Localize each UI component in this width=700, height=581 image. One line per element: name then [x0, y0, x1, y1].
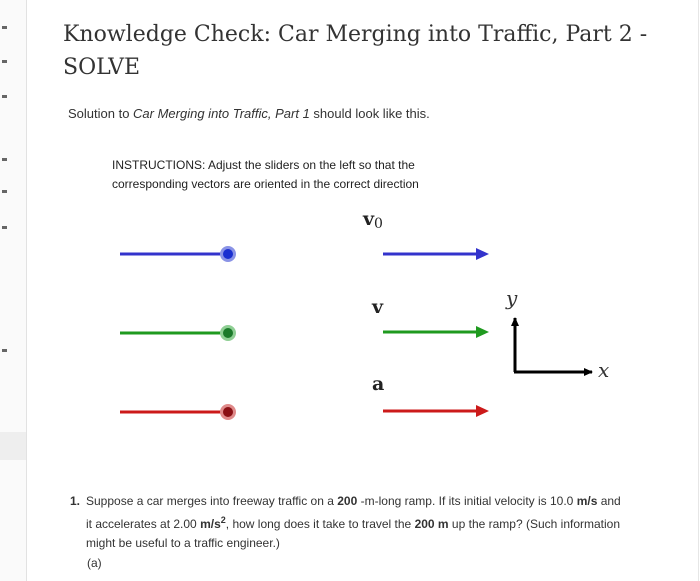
intro-text	[68, 106, 430, 121]
vector-applet-canvas	[100, 200, 660, 440]
rail-marker	[2, 349, 7, 352]
y-axis-label: y	[506, 286, 518, 310]
vector-label-a: a	[372, 373, 385, 395]
left-rail	[0, 0, 27, 581]
rail-marker	[2, 226, 7, 229]
vector-applet	[100, 200, 660, 440]
applet-instructions: INSTRUCTIONS: Adjust the sliders on the left so that the corresponding vectors are oriented in the correct direction	[112, 158, 419, 191]
intro-suffix: should look like this.	[309, 106, 430, 121]
vector-arrowhead-a	[476, 405, 489, 417]
question-number: 1.	[70, 494, 81, 508]
slider-knob-v[interactable]	[222, 327, 235, 340]
question-1	[70, 492, 630, 553]
rail-marker	[2, 158, 7, 161]
slider-knob-a[interactable]	[222, 406, 235, 419]
intro-prefix: Solution to	[68, 106, 134, 121]
page-title: Knowledge Check: Car Merging into Traffic, Part 2 - SOLVE	[63, 22, 648, 80]
x-axis-label: x	[598, 358, 610, 382]
vector-arrowhead-v	[476, 326, 489, 338]
vector-label-v0: $v_0$	[363, 208, 383, 232]
vector-arrowhead-v0	[476, 248, 489, 260]
rail-marker	[2, 190, 7, 193]
rail-band	[0, 432, 26, 460]
vector-label-v: v	[372, 296, 384, 318]
question-text: Suppose a car merges into freeway traffic on a 200 -m-long ramp. If its initial velocity is 10.0 m/s and it accelerates at 2.00 $m/s^2$, how long does it take to travel the 200 m up the ramp? (Such information might be useful to a traffic engineer.)	[86, 494, 621, 550]
intro-reference: Car Merging into Traffic, Part 1	[133, 106, 310, 121]
rail-marker	[2, 26, 7, 29]
rail-marker	[2, 60, 7, 63]
rail-marker	[2, 95, 7, 98]
question-part-a: (a)	[87, 556, 102, 570]
slider-knob-v0[interactable]	[222, 248, 235, 261]
